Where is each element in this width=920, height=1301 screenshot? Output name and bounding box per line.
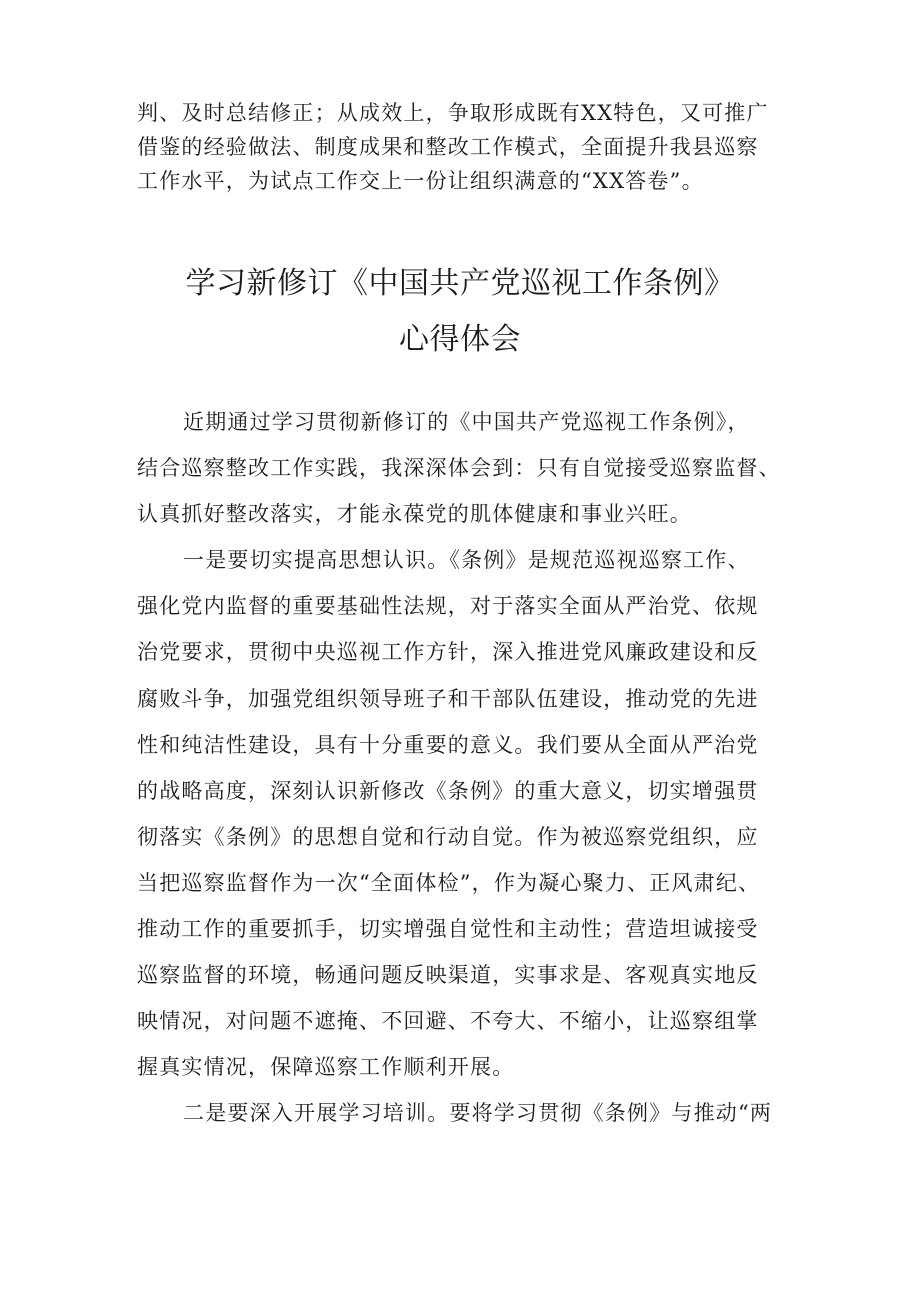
title-line-1: 学习新修订《中国共产党巡视工作条例》 [185, 266, 735, 301]
text-line: 性和纯洁性建设，具有十分重要的意义。我们要从全面从严治党 [137, 732, 759, 757]
text-line: 判、及时总结修正；从成效上，争取形成既有XX特色，又可推广 [137, 101, 769, 125]
text-line: 当把巡察监督作为一次“全面体检”，作为凝心聚力、正风肃纪、 [137, 870, 761, 895]
article-title [80, 256, 840, 368]
paragraph-one-line: 一是要切实提高思想认识。《条例》是规范巡视巡察工作、 [183, 548, 750, 573]
title-line-2: 心得体会 [399, 322, 521, 357]
text-line: 握真实情况，保障巡察工作顺利开展。 [137, 1055, 515, 1080]
text-line: 巡察监督的环境，畅通问题反映渠道，实事求是、客观真实地反 [137, 963, 759, 988]
text-line: 腐败斗争，加强党组织领导班子和干部队伍建设，推动党的先进 [137, 686, 759, 711]
text-line: 强化党内监督的重要基础性法规，对于落实全面从严治党、依规 [137, 594, 759, 619]
text-line: 借鉴的经验做法、制度成果和整改工作模式，全面提升我县巡察 [137, 135, 759, 159]
article-body [137, 399, 817, 1137]
text-line: 推动工作的重要抓手，切实增强自觉性和主动性；营造坦诚接受 [137, 917, 759, 942]
paragraph-intro-line: 近期通过学习贯彻新修订的《中国共产党巡视工作条例》， [183, 410, 750, 434]
text-line: 治党要求，贯彻中央巡视工作方针，深入推进党风廉政建设和反 [137, 640, 759, 665]
text-line: 工作水平，为试点工作交上一份让组织满意的“XX答卷”。 [137, 169, 704, 193]
text-line: 认真抓好整改落实，才能永葆党的肌体健康和事业兴旺。 [137, 502, 692, 527]
text-line: 的战略高度，深刻认识新修改《条例》的重大意义，切实增强贯 [137, 778, 759, 803]
paragraph-two-line: 二是要深入开展学习培训。要将学习贯彻《条例》与推动“两 [183, 1101, 773, 1126]
text-line: 彻落实《条例》的思想自觉和行动自觉。作为被巡察党组织，应 [137, 824, 759, 849]
continuation-paragraph [137, 96, 797, 198]
text-line: 映情况，对问题不遮掩、不回避、不夸大、不缩小，让巡察组掌 [137, 1009, 759, 1034]
text-line: 结合巡察整改工作实践，我深深体会到：只有自觉接受巡察监督、 [137, 456, 781, 481]
